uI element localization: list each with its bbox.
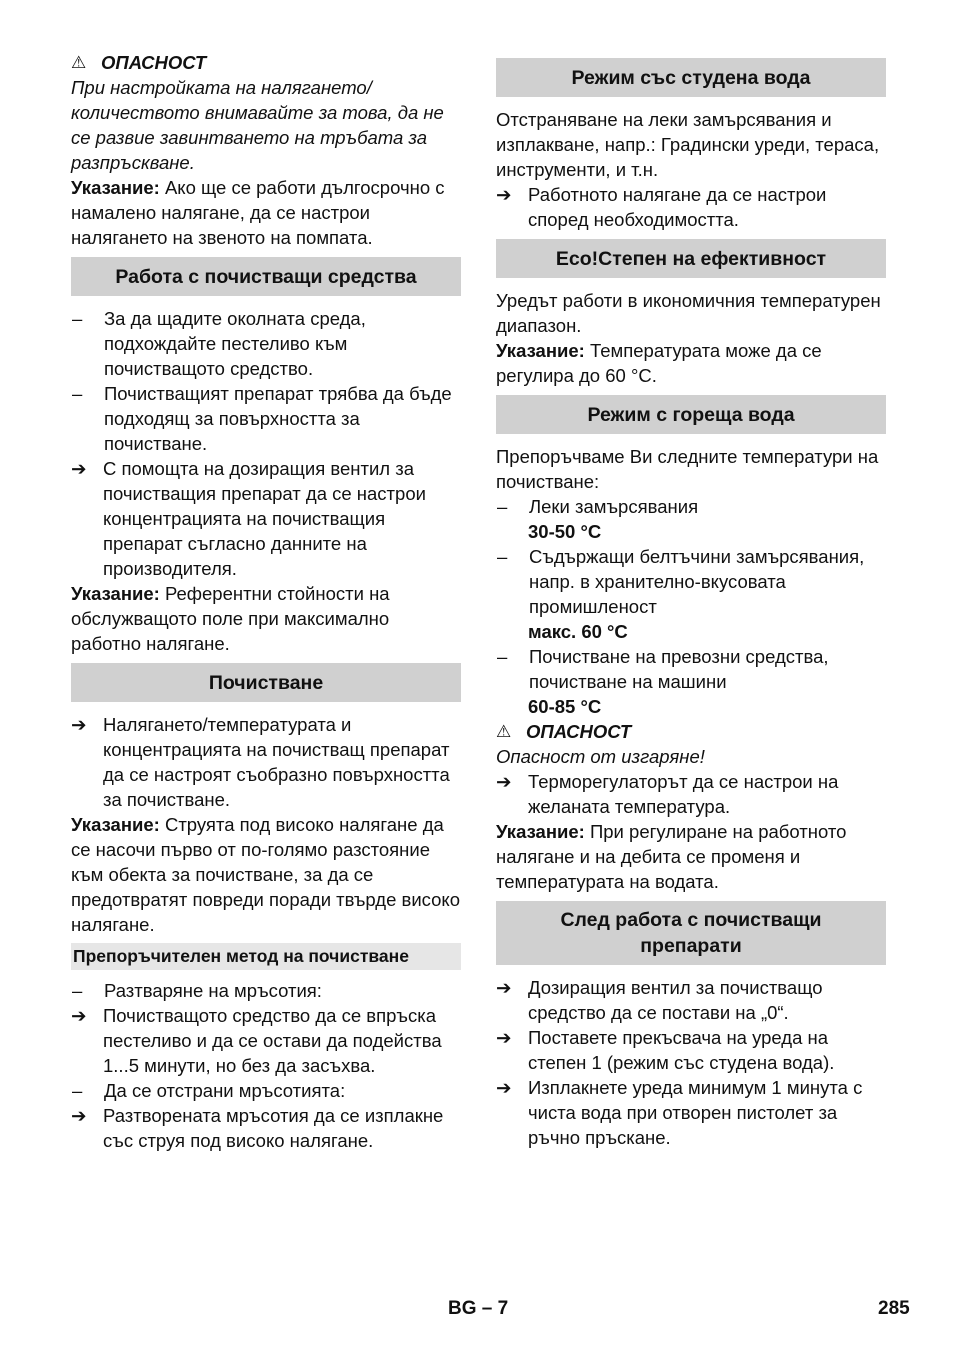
arrow-right-icon: ➔	[71, 1005, 87, 1026]
right-column	[496, 50, 886, 1150]
temperature-value: 30-50 °C	[528, 521, 602, 542]
section-heading-cold-water: Режим със студена вода	[496, 58, 886, 97]
note-paragraph: Указание: При регулиране на работното налягане и на дебита се променя и температурата на водата.	[496, 821, 847, 892]
section-heading-after-detergents: След работа с почистващи препарати	[496, 901, 886, 965]
list-item: ➔ Дозиращия вентил за почистващо средство да се постави на „0“.	[496, 977, 823, 1023]
section-heading-hot-water: Режим с гореща вода	[496, 395, 886, 434]
danger-heading: ⚠ ОПАСНОСТ	[496, 721, 632, 742]
danger-heading: ⚠ ОПАСНОСТ	[71, 52, 207, 73]
temperature-value: 60-85 °C	[528, 696, 602, 717]
section-heading-cleaning: Почистване	[71, 663, 461, 702]
list-item: ➔ Работното налягане да се настрои според необходимостта.	[496, 184, 827, 230]
list-item: ➔ Изплакнете уреда минимум 1 минута с чиста вода при отворен пистолет за ръчно пръскане.	[496, 1077, 863, 1148]
arrow-right-icon: ➔	[71, 1105, 87, 1126]
left-column	[71, 50, 461, 1153]
arrow-right-icon: ➔	[496, 1027, 512, 1048]
arrow-right-icon: ➔	[496, 771, 512, 792]
temperature-value: макс. 60 °C	[528, 621, 628, 642]
section-heading-eco: Eco!Степен на ефективност	[496, 239, 886, 278]
detergent-list	[71, 306, 461, 581]
danger-text: Опасност от изгаряне!	[496, 746, 705, 767]
list-item: – Почистващият препарат трябва да бъде подходящ за повърхността за почистване.	[72, 383, 452, 454]
eco-text: Уредът работи в икономичния температурен диапазон.	[496, 290, 881, 336]
page-number: 285	[878, 1298, 910, 1319]
note-paragraph: Указание: Ако ще се работи дългосрочно с намалено налягане, да се настрои налягането на звеното на помпата.	[71, 177, 445, 248]
list-item: – Леки замърсявания	[497, 496, 699, 517]
list-item: ➔ Налягането/температурата и концентрацията на почистващ препарат да се настроят съобразно повърхността за почистване.	[71, 714, 450, 810]
list-item: – Да се отстрани мръсотията:	[72, 1080, 346, 1101]
section-heading-detergents: Работа с почистващи средства	[71, 257, 461, 296]
note-paragraph: Указание: Струята под високо налягане да се насочи първо от по-голямо разстояние към обекта за почистване, за да се предотвратят повреди поради твърде високо налягане.	[71, 814, 461, 935]
warning-triangle-icon: ⚠	[496, 722, 512, 741]
note-paragraph: Указание: Температурата може да се регулира до 60 °C.	[496, 340, 822, 386]
list-item: – Почистване на превозни средства, почистване на машини	[497, 646, 829, 692]
list-item: ➔ Терморегулаторът да се настрои на желаната температура.	[496, 771, 839, 817]
list-item: – За да щадите околната среда, подхождайте пестеливо към почистващото средство.	[72, 308, 366, 379]
list-item: – Разтваряне на мръсотия:	[72, 980, 322, 1001]
warning-triangle-icon: ⚠	[71, 53, 87, 72]
arrow-right-icon: ➔	[496, 184, 512, 205]
subsection-heading-method: Препоръчителен метод на почистване	[71, 943, 461, 970]
list-item: ➔ Поставете прекъсвача на уреда на степен 1 (режим със студена вода).	[496, 1027, 835, 1073]
arrow-right-icon: ➔	[71, 458, 87, 479]
danger-text: При настройката на налягането/количеството внимавайте за това, да не се развие завинтването на тръбата за разпръскване.	[71, 77, 444, 173]
arrow-right-icon: ➔	[496, 1077, 512, 1098]
arrow-right-icon: ➔	[71, 714, 87, 735]
cold-water-text: Отстраняване на леки замърсявания и изплакване, напр.: Градински уреди, тераса, инструменти, и т.н.	[496, 109, 880, 180]
note-paragraph: Указание: Референтни стойности на обслужващото поле при максимално работно налягане.	[71, 583, 390, 654]
method-list	[71, 978, 461, 1153]
footer-section-label: BG – 7	[448, 1298, 509, 1319]
hot-water-text: Препоръчваме Ви следните температури на почистване:	[496, 446, 879, 492]
list-item: ➔ Разтворената мръсотия да се изплакне със струя под високо налягане.	[71, 1105, 444, 1151]
list-item: ➔ С помощта на дозиращия вентил за почистващия препарат да се настрои концентрацията на почистващия препарат съгласно данните на производителя.	[71, 458, 426, 579]
list-item: – Съдържащи белтъчини замърсявания, напр. в хранително-вкусовата промишленост	[497, 546, 865, 617]
list-item: ➔ Почистващото средство да се впръска пестеливо и да се остави да подейства 1...5 минути, но без да засъхва.	[71, 1005, 442, 1076]
arrow-right-icon: ➔	[496, 977, 512, 998]
